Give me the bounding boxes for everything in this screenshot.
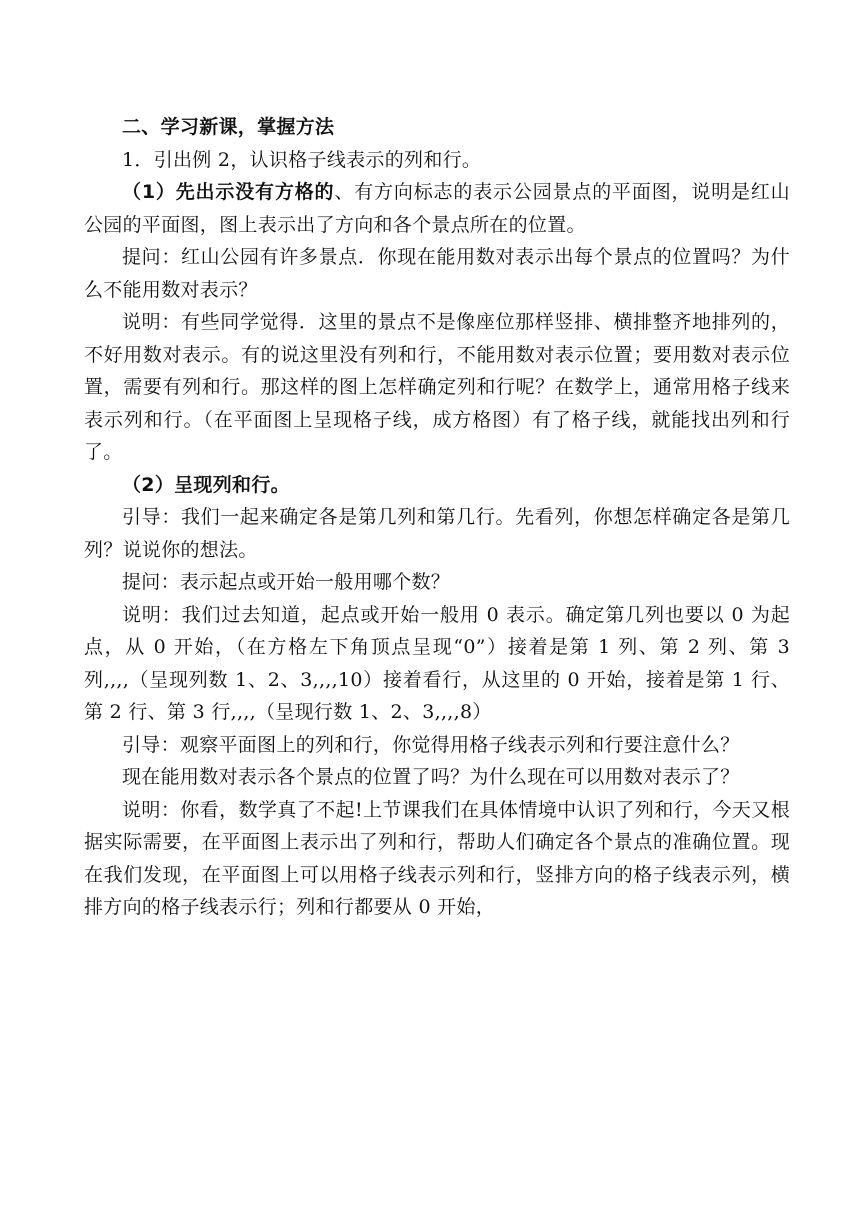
step-2-label: （2）呈现列和行。 <box>122 473 290 496</box>
paragraph-explanation-2: 说明：我们过去知道，起点或开始一般用 0 表示。确定第几列也要以 0 为起点，从 0 开始，（在方格左下角顶点呈现“0”）接着是第 1 列、第 2 列、第 3 列,,,,（呈现列数 1、2、3,,,,10）接着看行，从这里的 0 开始，接着是第 1 行、第 2 行、第 3 行,,,,（呈现行数 1、2、3,,,,8） <box>84 603 790 723</box>
paragraph-guide-2: 引导：观察平面图上的列和行，你觉得用格子线表示列和行要注意什么？ <box>122 733 740 756</box>
paragraph-step-2 <box>84 469 790 502</box>
paragraph-guide-1: 引导：我们一起来确定各是第几列和第几行。先看列，你想怎样确定各是第几列？说说你的想法。 <box>84 506 790 561</box>
paragraph-explanation-1: 说明：有些同学觉得．这里的景点不是像座位那样竖排、横排整齐地排列的，不好用数对表示。有的说这里没有列和行，不能用数对表示位置；要用数对表示位置，需要有列和行。那这样的图上怎样确定列和行呢？在数学上，通常用格子线来表示列和行。（在平面图上呈现格子线，成方格图）有了格子线，就能找出列和行了。 <box>84 311 790 463</box>
step-1-label: （1）先出示没有方格的 <box>122 181 335 203</box>
document-body <box>84 111 790 924</box>
section-heading: 二、学习新课，掌握方法 <box>122 116 335 138</box>
paragraph-step-1 <box>84 176 790 241</box>
paragraph-explanation-3: 说明：你看，数学真了不起!上节课我们在具体情境中认识了列和行，今天又根据实际需要，在平面图上表示出了列和行，帮助人们确定各个景点的准确位置。现在我们发现，在平面图上可以用格子线表示列和行，竖排方向的格子线表示列，横排方向的格子线表示行；列和行都要从 0 开始， <box>84 798 790 918</box>
paragraph-question-1: 提问：红山公园有许多景点．你现在能用数对表示出每个景点的位置吗？为什么不能用数对表示？ <box>84 246 790 301</box>
step-1-text: 、有方向标志的表示公园景点的平面图，说明是红山公园的平面图，图上表示出了方向和各个景点所在的位置。 <box>84 181 790 236</box>
paragraph-question-3: 现在能用数对表示各个景点的位置了吗？为什么现在可以用数对表示了？ <box>122 766 740 788</box>
paragraph-question-2: 提问：表示起点或开始一般用哪个数？ <box>122 571 451 593</box>
paragraph-intro-example: 1．引出例 2，认识格子线表示的列和行。 <box>122 148 482 171</box>
